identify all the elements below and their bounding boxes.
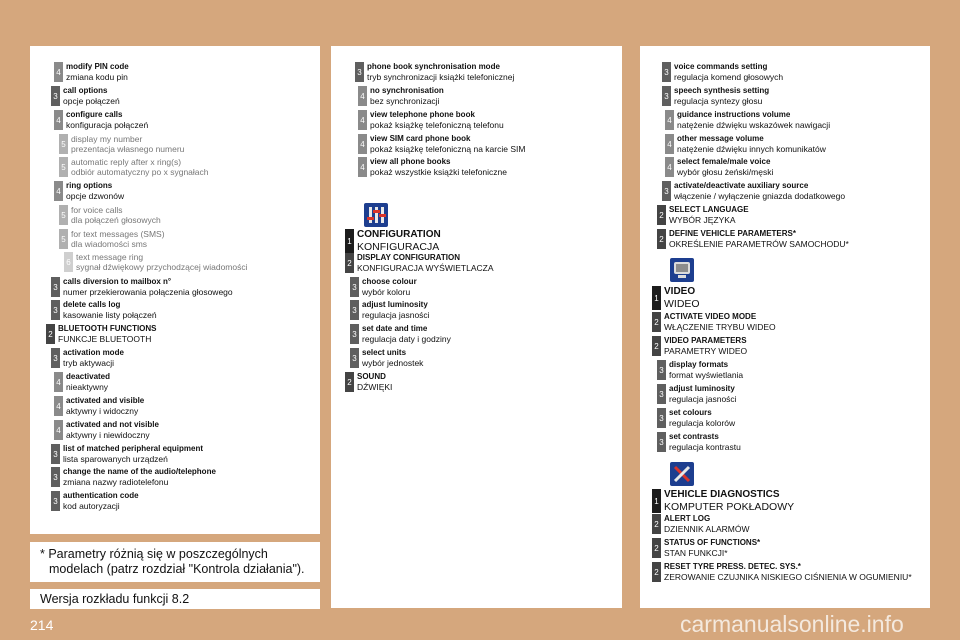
menu-item-subtitle: KONFIGURACJA xyxy=(357,241,440,253)
level-badge: 4 xyxy=(54,181,63,201)
menu-item-title: CONFIGURATION xyxy=(357,229,441,240)
footnote-line2: modelach (patrz rozdział "Kontrola działania"). xyxy=(49,562,305,576)
menu-item xyxy=(358,134,525,154)
menu-item xyxy=(662,181,845,201)
level-badge: 3 xyxy=(350,324,359,344)
menu-item-subtitle: aktywny i widoczny xyxy=(66,406,139,416)
menu-item-title: ALERT LOG xyxy=(664,514,711,523)
menu-item-subtitle: lista sparowanych urządzeń xyxy=(63,454,168,464)
level-badge: 2 xyxy=(657,229,666,249)
menu-item xyxy=(665,157,773,177)
menu-item xyxy=(59,205,161,225)
level-badge: 4 xyxy=(665,157,674,177)
menu-item-text: dla wiadomości sms xyxy=(71,239,148,249)
menu-item-subtitle: regulacja daty i godziny xyxy=(362,334,451,344)
menu-item xyxy=(652,514,749,534)
menu-item xyxy=(350,324,451,344)
menu-item-subtitle: DŹWIĘKI xyxy=(357,382,393,392)
menu-item xyxy=(652,562,912,582)
menu-item-title: view telephone phone book xyxy=(370,110,475,119)
menu-item-title: deactivated xyxy=(66,372,111,381)
menu-item xyxy=(54,372,110,392)
menu-item xyxy=(46,324,157,344)
level-badge: 4 xyxy=(54,110,63,130)
footnote xyxy=(30,542,320,582)
menu-item xyxy=(662,62,783,82)
menu-item-title: change the name of the audio/telephone xyxy=(63,467,216,476)
menu-item xyxy=(345,253,494,273)
level-badge: 4 xyxy=(665,134,674,154)
configuration-icon xyxy=(364,203,388,227)
level-badge: 3 xyxy=(51,86,60,106)
menu-item-title: SOUND xyxy=(357,372,386,381)
menu-item xyxy=(665,134,826,154)
menu-item xyxy=(657,360,743,380)
menu-item xyxy=(652,489,794,513)
menu-item-title: delete calls log xyxy=(63,300,121,309)
menu-item-title: adjust luminosity xyxy=(362,300,428,309)
menu-item xyxy=(51,491,139,511)
menu-item-title: select units xyxy=(362,348,407,357)
menu-item-subtitle: tryb aktywacji xyxy=(63,358,115,368)
level-badge: 3 xyxy=(662,181,671,201)
footnote-line1: * Parametry różnią się w poszczególnych xyxy=(40,547,268,561)
menu-item-title: activated and not visible xyxy=(66,420,159,429)
menu-item-subtitle: nieaktywny xyxy=(66,382,109,392)
menu-item-subtitle: WŁĄCZENIE TRYBU WIDEO xyxy=(664,322,776,332)
menu-item-text: for text messages (SMS) xyxy=(71,229,165,239)
menu-item xyxy=(59,229,165,249)
menu-item xyxy=(51,348,124,368)
level-badge: 3 xyxy=(350,277,359,297)
menu-item-title: activate/deactivate auxiliary source xyxy=(674,181,809,190)
menu-item xyxy=(350,300,430,320)
menu-item-subtitle: konfiguracja połączeń xyxy=(66,120,149,130)
menu-item-text: text message ring xyxy=(76,252,144,262)
menu-item-title: set colours xyxy=(669,408,712,417)
level-badge: 4 xyxy=(358,86,367,106)
menu-item xyxy=(652,286,700,310)
level-badge: 3 xyxy=(51,348,60,368)
menu-item xyxy=(657,408,735,428)
menu-item-subtitle: regulacja syntezy głosu xyxy=(674,96,763,106)
level-badge: 3 xyxy=(662,86,671,106)
menu-item-subtitle: opcje dzwonów xyxy=(66,191,125,201)
menu-item xyxy=(662,86,769,106)
menu-item xyxy=(51,444,203,464)
menu-item-title: STATUS OF FUNCTIONS* xyxy=(664,538,761,547)
menu-item-subtitle: STAN FUNKCJI* xyxy=(664,548,728,558)
menu-item xyxy=(59,157,209,177)
menu-item xyxy=(54,62,129,82)
menu-item-subtitle: zmiana nazwy radiotelefonu xyxy=(63,477,169,487)
level-badge: 4 xyxy=(54,396,63,416)
level-badge: 4 xyxy=(358,157,367,177)
menu-item xyxy=(657,432,741,452)
level-badge: 4 xyxy=(54,372,63,392)
menu-item-subtitle: pokaż książkę telefoniczną na karcie SIM xyxy=(370,144,526,154)
level-badge: 3 xyxy=(657,360,666,380)
menu-item xyxy=(657,384,737,404)
menu-item-subtitle: WIDEO xyxy=(664,298,700,310)
menu-item xyxy=(350,348,423,368)
level-badge: 5 xyxy=(59,134,68,154)
menu-item xyxy=(64,252,248,272)
menu-item-subtitle: regulacja kontrastu xyxy=(669,442,741,452)
menu-item-subtitle: kasowanie listy połączeń xyxy=(63,310,157,320)
level-badge: 2 xyxy=(46,324,55,344)
menu-item xyxy=(51,86,120,106)
level-badge: 3 xyxy=(51,444,60,464)
level-badge: 2 xyxy=(652,538,661,558)
video-icon xyxy=(670,258,694,282)
menu-item-subtitle: PARAMETRY WIDEO xyxy=(664,346,748,356)
menu-item-title: display formats xyxy=(669,360,729,369)
menu-item-title: call options xyxy=(63,86,108,95)
menu-item xyxy=(657,205,749,225)
menu-item xyxy=(54,110,148,130)
menu-item-title: view SIM card phone book xyxy=(370,134,471,143)
level-badge: 4 xyxy=(358,110,367,130)
level-badge: 3 xyxy=(350,348,359,368)
menu-item-subtitle: opcje połączeń xyxy=(63,96,120,106)
menu-item-title: VIDEO PARAMETERS xyxy=(664,336,747,345)
level-badge: 3 xyxy=(51,300,60,320)
menu-item-subtitle: wybór koloru xyxy=(362,287,411,297)
level-badge: 3 xyxy=(657,408,666,428)
menu-item xyxy=(345,229,441,253)
menu-item xyxy=(51,300,157,320)
menu-item-text: for voice calls xyxy=(71,205,123,215)
menu-item-text: dla połączeń głosowych xyxy=(71,215,161,225)
level-badge: 5 xyxy=(59,157,68,177)
menu-item-subtitle: bez synchronizacji xyxy=(370,96,440,106)
menu-item-subtitle: ZEROWANIE CZUJNIKA NISKIEGO CIŚNIENIA W OGUMIENIU* xyxy=(664,572,912,582)
menu-item-title: voice commands setting xyxy=(674,62,768,71)
menu-item xyxy=(358,86,444,106)
vehicle-diagnostics-icon xyxy=(670,462,694,486)
level-badge: 3 xyxy=(51,467,60,487)
level-badge: 3 xyxy=(355,62,364,82)
page-number: 214 xyxy=(30,617,54,633)
menu-item xyxy=(54,181,124,201)
menu-item-text: odbiór automatyczny po x sygnałach xyxy=(71,167,209,177)
level-badge: 1 xyxy=(652,489,661,513)
menu-item-subtitle: wybór jednostek xyxy=(362,358,424,368)
menu-item xyxy=(51,277,233,297)
menu-item-title: RESET TYRE PRESS. DETEC. SYS.* xyxy=(664,562,801,571)
menu-item-subtitle: KOMPUTER POKŁADOWY xyxy=(664,501,795,513)
menu-item-title: view all phone books xyxy=(370,157,451,166)
menu-item-title: calls diversion to mailbox n° xyxy=(63,277,172,286)
menu-item-subtitle: pokaż wszystkie książki telefoniczne xyxy=(370,167,508,177)
menu-item-title: set date and time xyxy=(362,324,428,333)
menu-item xyxy=(350,277,417,297)
menu-item-subtitle: kod autoryzacji xyxy=(63,501,120,511)
menu-item-title: select female/male voice xyxy=(677,157,771,166)
menu-item xyxy=(345,372,392,392)
menu-item-text: prezentacja własnego numeru xyxy=(71,144,185,154)
level-badge: 2 xyxy=(345,372,354,392)
menu-item xyxy=(657,229,849,249)
menu-item xyxy=(54,420,159,440)
menu-item-title: no synchronisation xyxy=(370,86,444,95)
level-badge: 4 xyxy=(54,62,63,82)
level-badge: 3 xyxy=(51,491,60,511)
menu-item-title: DISPLAY CONFIGURATION xyxy=(357,253,460,262)
menu-item-title: BLUETOOTH FUNCTIONS xyxy=(58,324,157,333)
menu-item-title: DEFINE VEHICLE PARAMETERS* xyxy=(669,229,796,238)
menu-item-title: ACTIVATE VIDEO MODE xyxy=(664,312,757,321)
level-badge: 2 xyxy=(345,253,354,273)
menu-item-subtitle: wybór głosu żeński/męski xyxy=(677,167,774,177)
menu-item-subtitle: regulacja komend głosowych xyxy=(674,72,784,82)
menu-item-title: choose colour xyxy=(362,277,417,286)
menu-item-title: configure calls xyxy=(66,110,123,119)
menu-item-subtitle: KONFIGURACJA WYŚWIETLACZA xyxy=(357,263,494,273)
menu-item xyxy=(358,157,507,177)
menu-item-subtitle: regulacja jasności xyxy=(362,310,430,320)
menu-item-subtitle: regulacja kolorów xyxy=(669,418,736,428)
menu-item-subtitle: regulacja jasności xyxy=(669,394,737,404)
level-badge: 4 xyxy=(54,420,63,440)
level-badge: 3 xyxy=(662,62,671,82)
menu-item-title: activation mode xyxy=(63,348,124,357)
level-badge: 1 xyxy=(345,229,354,253)
menu-item-subtitle: tryb synchronizacji książki telefonicznej xyxy=(367,72,515,82)
menu-item xyxy=(652,538,760,558)
menu-item-subtitle: WYBÓR JĘZYKA xyxy=(669,215,736,225)
menu-item-title: other message volume xyxy=(677,134,764,143)
level-badge: 1 xyxy=(652,286,661,310)
menu-item-subtitle: natężenie dźwięku innych komunikatów xyxy=(677,144,826,154)
menu-item-title: modify PIN code xyxy=(66,62,129,71)
menu-item-subtitle: OKREŚLENIE PARAMETRÓW SAMOCHODU* xyxy=(669,239,849,249)
menu-item-title: adjust luminosity xyxy=(669,384,735,393)
level-badge: 2 xyxy=(652,514,661,534)
menu-item-subtitle: pokaż książkę telefoniczną telefonu xyxy=(370,120,504,130)
watermark: carmanualsonline.info xyxy=(680,611,904,637)
menu-item xyxy=(358,110,504,130)
menu-item-title: phone book synchronisation mode xyxy=(367,62,500,71)
menu-item-title: activated and visible xyxy=(66,396,145,405)
level-badge: 6 xyxy=(64,252,73,272)
menu-item-subtitle: FUNKCJE BLUETOOTH xyxy=(58,334,152,344)
menu-item xyxy=(355,62,514,82)
menu-item-subtitle: format wyświetlania xyxy=(669,370,744,380)
menu-item-title: speech synthesis setting xyxy=(674,86,770,95)
level-badge: 2 xyxy=(652,312,661,332)
level-badge: 3 xyxy=(350,300,359,320)
level-badge: 3 xyxy=(657,432,666,452)
menu-item xyxy=(665,110,830,130)
menu-item xyxy=(54,396,144,416)
level-badge: 2 xyxy=(657,205,666,225)
level-badge: 2 xyxy=(652,336,661,356)
menu-item xyxy=(652,312,776,332)
menu-item-title: SELECT LANGUAGE xyxy=(669,205,749,214)
menu-item-subtitle: zmiana kodu pin xyxy=(66,72,128,82)
level-badge: 3 xyxy=(657,384,666,404)
menu-item-subtitle: aktywny i niewidoczny xyxy=(66,430,150,440)
menu-item-subtitle: włączenie / wyłączenie gniazda dodatkowego xyxy=(674,191,846,201)
version-label: Wersja rozkładu funkcji 8.2 xyxy=(30,589,320,609)
level-badge: 4 xyxy=(358,134,367,154)
level-badge: 3 xyxy=(51,277,60,297)
menu-item-title: VEHICLE DIAGNOSTICS xyxy=(664,489,780,500)
level-badge: 5 xyxy=(59,229,68,249)
menu-item-subtitle: natężenie dźwięku wskazówek nawigacji xyxy=(677,120,831,130)
menu-item-text: automatic reply after x ring(s) xyxy=(71,157,182,167)
menu-item-text: sygnał dźwiękowy przychodzącej wiadomości xyxy=(76,262,248,272)
level-badge: 4 xyxy=(665,110,674,130)
menu-item-title: authentication code xyxy=(63,491,139,500)
menu-item-title: set contrasts xyxy=(669,432,719,441)
menu-item-title: guidance instructions volume xyxy=(677,110,791,119)
menu-item-title: list of matched peripheral equipment xyxy=(63,444,204,453)
menu-item-subtitle: numer przekierowania połączenia głosowego xyxy=(63,287,233,297)
menu-item-title: ring options xyxy=(66,181,113,190)
menu-item-title: VIDEO xyxy=(664,286,696,297)
level-badge: 2 xyxy=(652,562,661,582)
menu-item xyxy=(59,134,184,154)
menu-item xyxy=(652,336,747,356)
menu-item xyxy=(51,467,216,487)
level-badge: 5 xyxy=(59,205,68,225)
menu-item-subtitle: DZIENNIK ALARMÓW xyxy=(664,524,750,534)
menu-item-text: display my number xyxy=(71,134,143,144)
